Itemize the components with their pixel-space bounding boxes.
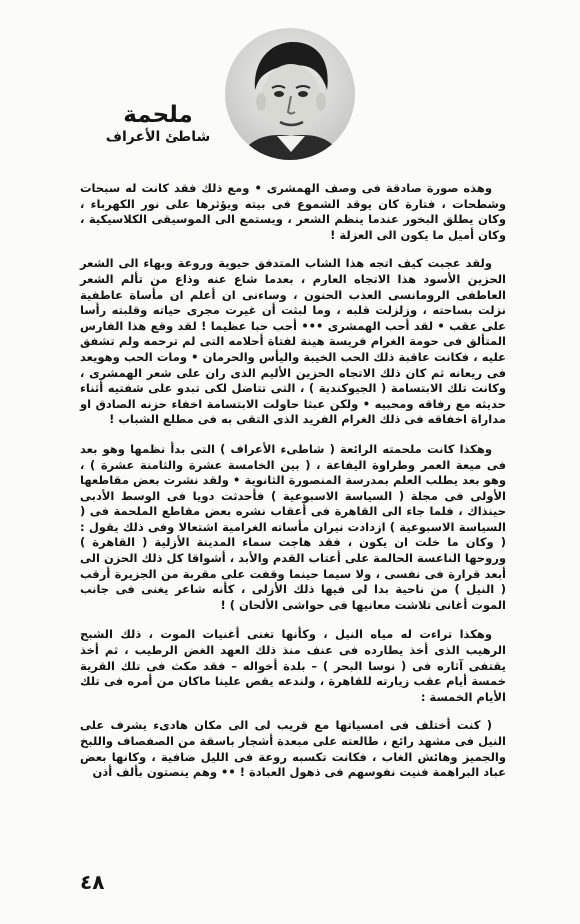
paragraph-2: ولقد عجبت كيف اتجه هذا الشاب المتدفق حيوية وروعة وبهاء الى الشعر الحزين الأسود هذا الاتجاه العارم ، بعدما شاع عنه وذاع من تألم الشعر العاطفى الرومانسى العذب الحنون ، وساءنى ان أعلم ان مأساة عاطفية نزلت بساحته ، وزلزلت قلبه ، وما لبثت أن غيرت مجرى حياته وقلبته رأسا على عقب • لقد أحب الهمشرى ••• أحب حبا عظيما ! لقد وقع هذا الفارس المتألق فى حومة الغرام فريسة هينة لفتاة أحلامه التى لم ترحمه ولم تشفق عليه ، فكانت عاقبة ذلك الحب الخيبة واليأس والحرمان • ومات الحب وهويعد فى ريعانه ثم كان ذلك الاتجاه الحزين الأليم الذى ران على شعر الهمشرى ، وكانت تلك الابتسامة ( الجيوكندية ) ، التى تتاضل لكى تبدو على شفتيه أثناء حديثه مع رفاقه ومحبيه • ولكن عبثا حاولت الابتسامة اخفاء حزنه الصادق او مداراة اخفاقه فى ذلك الغرام الفريد الذى التقى به فى مطلع الشباب ! <box>80 256 506 427</box>
paragraph-4: وهكذا تراءت له مياه النيل ، وكأنها تغنى أغنيات الموت ، ذلك الشبح الرهيب الذى أخذ يطارده فى عنف منذ ذلك العهد الغض الرطيب ، ثم أخذ يقتفى آثاره فى ( نوسا البحر ) – بلدة أخواله – فقد مكث فى تلك القرية خمسة أيام عقب زيارته للقاهرة ، ولندعه يقص علينا ماكان من أمره فى تلك الأيام الخمسة : <box>80 627 506 704</box>
paragraph-3: وهكذا كانت ملحمته الرائعة ( شاطىء الأعراف ) التى بدأ نظمها وهو بعد فى ميعة العمر وطراوة اليفاعة ، ( بين الخامسة عشرة والثامنة عشرة ) ، وهو بعد يطلب العلم بمدرسة المنصورة الثانوية • ولقد نشرت بعض مقاطعها الأولى فى مجلة ( السياسة الاسبوعية ) فأحدثت دويا فى الوسط الأدبى حينذاك ، فلما جاء الى القاهرة فى أعقاب نشره بعض مقاطع الملحمة فى ( السياسة الاسبوعية ) ازدادت نيران مأساته الغرامية اشتعالا وفى ذلك يقول : ( وكان ما خلت ان يكون ، فقد هاجت سماء المدينة الأزلية ( القاهرة ) وروحها الناعسة الحالمة على أعتاب القدم والأبد ، أشواقا كل ذلك الحزن الى أبعد قرارة فى نفسى ، ولا سيما حينما وقفت على مقربة من الجزيرة أرقب ( النيل ) من ناحية بدا لى فيها ذلك الأزلى ، كأنه شاعر يغنى فى جانب الموت أغانى تلاشت معانيها فى حواشى الألحان ) ! <box>80 441 506 612</box>
portrait-photo <box>225 28 355 160</box>
paragraph-5: ( كنت أختلف فى امسياتها مع قريب لى الى مكان هادىء يشرف على النيل فى مشهد رائع ، طالعته على مبعدة أشجار باسقة من الصفصاف واللبخ والجميز وهائش الغاب ، فكانت تكسبه روعة فى الليل ضافية ، وكانها بعض عباد البراهمة فنيت نفوسهم فى ذهول العبادة ! •• وهم ينصتون بألف أذن <box>80 718 506 780</box>
article-body <box>80 181 506 794</box>
heading-subtitle: شاطئ الأعراف <box>105 129 211 145</box>
paragraph-1: وهذه صورة صادقة فى وصف الهمشرى • ومع ذلك فقد كانت له سبحات وشطحات ، فتارة كان يوقد الشموع فى بيته ويؤثرها على نور الكهرباء ، وكان يطلق البخور عندما ينظم الشعر ، ويستمع الى الموسيقى الكلاسيكية ، وكان أميل ما يكون الى العزلة ! <box>80 181 506 242</box>
article-heading <box>98 102 218 146</box>
heading-title: ملحمة <box>123 102 193 128</box>
author-portrait <box>225 28 355 160</box>
page-number: ٤٨ <box>80 870 105 894</box>
